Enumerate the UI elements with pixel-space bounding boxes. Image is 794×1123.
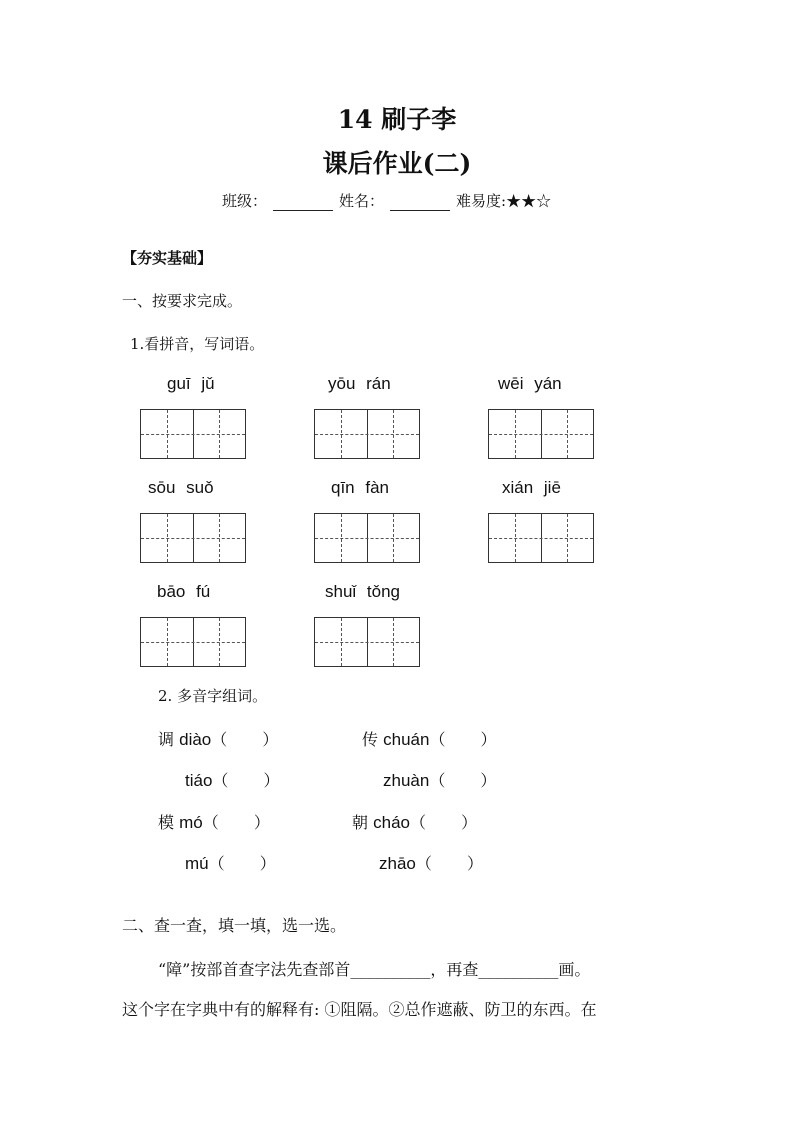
student-info-line <box>222 190 551 211</box>
part2-line2: 这个字在字典中有的解释有: ①阻隔。②总作遮蔽、防卫的东西。在 <box>122 1000 597 1019</box>
answer-paren[interactable]: （ ） <box>211 730 279 749</box>
pinyin-label: xián jiē <box>502 478 561 497</box>
poly-item-chao <box>352 810 477 833</box>
class-label: 班级： <box>222 192 268 210</box>
part2-heading: 二、查一查，填一填，选一选。 <box>122 916 347 935</box>
answer-paren[interactable]: （ ） <box>208 854 276 873</box>
poly-char: 朝 <box>352 813 369 832</box>
part2-line1: “障”按部首查字法先查部首__________，再查__________画。 <box>158 960 591 979</box>
pinyin-label: yōu rán <box>328 374 391 393</box>
pinyin-label: guī jǔ <box>167 374 215 393</box>
pinyin-label: sōu suǒ <box>148 478 214 497</box>
writing-grid[interactable] <box>314 617 420 667</box>
difficulty-label: 难易度:★★☆ <box>456 192 552 210</box>
poly-pinyin: cháo <box>373 813 410 832</box>
writing-grid[interactable] <box>488 409 594 459</box>
poly-item-zhao <box>379 851 483 874</box>
pinyin-label: qīn fàn <box>331 478 389 497</box>
poly-pinyin: zhuàn <box>383 771 430 790</box>
answer-paren[interactable]: （ ） <box>429 730 497 749</box>
poly-item-mo <box>158 810 270 833</box>
page-title: 14 刷子李 <box>337 105 457 134</box>
writing-grid[interactable] <box>140 513 246 563</box>
section-basics-heading: 【夯实基础】 <box>122 249 213 267</box>
poly-item-tiao <box>185 768 280 791</box>
poly-char: 传 <box>362 730 379 749</box>
poly-pinyin: chuán <box>383 730 430 749</box>
writing-grid[interactable] <box>488 513 594 563</box>
poly-item-diao <box>158 727 278 750</box>
answer-paren[interactable]: （ ） <box>409 813 478 832</box>
writing-grid[interactable] <box>314 409 420 459</box>
poly-char: 调 <box>158 730 175 749</box>
part1-heading: 一、按要求完成。 <box>122 292 243 310</box>
name-label: 姓名： <box>339 192 385 210</box>
writing-grid[interactable] <box>140 617 246 667</box>
pinyin-label: bāo fú <box>157 582 211 601</box>
class-blank[interactable] <box>273 194 333 211</box>
writing-grid[interactable] <box>314 513 420 563</box>
writing-grid[interactable] <box>140 409 246 459</box>
answer-paren[interactable]: （ ） <box>202 813 270 832</box>
name-blank[interactable] <box>390 194 450 211</box>
poly-pinyin: mó <box>179 813 203 832</box>
poly-item-mu <box>185 851 276 874</box>
poly-pinyin: diào <box>179 730 212 749</box>
answer-paren[interactable]: （ ） <box>212 771 280 790</box>
poly-item-chuan <box>362 727 497 750</box>
poly-pinyin: zhāo <box>379 854 416 873</box>
poly-pinyin: tiáo <box>185 771 213 790</box>
pinyin-label: wēi yán <box>498 374 562 393</box>
q1-heading: 1.看拼音，写词语。 <box>130 335 265 353</box>
page-subtitle: 课后作业(二) <box>322 149 472 178</box>
poly-item-zhuan <box>383 768 496 791</box>
answer-paren[interactable]: （ ） <box>429 771 497 790</box>
q2-heading: 2. 多音字组词。 <box>158 687 268 705</box>
poly-char: 模 <box>158 813 175 832</box>
pinyin-label: shuǐ tǒng <box>325 582 400 601</box>
poly-pinyin: mú <box>185 854 209 873</box>
answer-paren[interactable]: （ ） <box>415 854 483 873</box>
